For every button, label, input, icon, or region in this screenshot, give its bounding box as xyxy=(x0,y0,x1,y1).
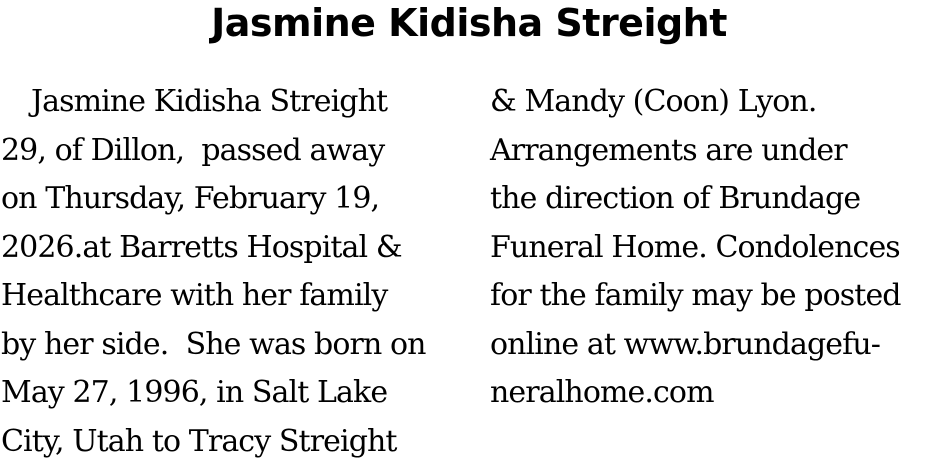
text-line: Jasmine Kidisha Streight xyxy=(1,78,471,127)
text-line: Funeral Home. Condolences xyxy=(490,224,938,273)
obituary-column-left xyxy=(1,78,471,466)
text-line: City, Utah to Tracy Streight xyxy=(1,418,471,466)
text-line: May 27, 1996, in Salt Lake xyxy=(1,369,471,418)
text-line: online at www.brundagefu- xyxy=(490,321,938,370)
obituary-headline: Jasmine Kidisha Streight xyxy=(0,0,938,52)
text-line: Healthcare with her family xyxy=(1,272,471,321)
text-line: by her side. She was born on xyxy=(1,321,471,370)
text-line: neralhome.com xyxy=(490,369,938,418)
text-line: & Mandy (Coon) Lyon. xyxy=(490,78,938,127)
obituary-column-right xyxy=(490,78,938,418)
text-line: on Thursday, February 19, xyxy=(1,175,471,224)
text-line: 29, of Dillon, passed away xyxy=(1,127,471,176)
text-line: Arrangements are under xyxy=(490,127,938,176)
text-line: the direction of Brundage xyxy=(490,175,938,224)
text-line: for the family may be posted xyxy=(490,272,938,321)
text-line: 2026.at Barretts Hospital & xyxy=(1,224,471,273)
